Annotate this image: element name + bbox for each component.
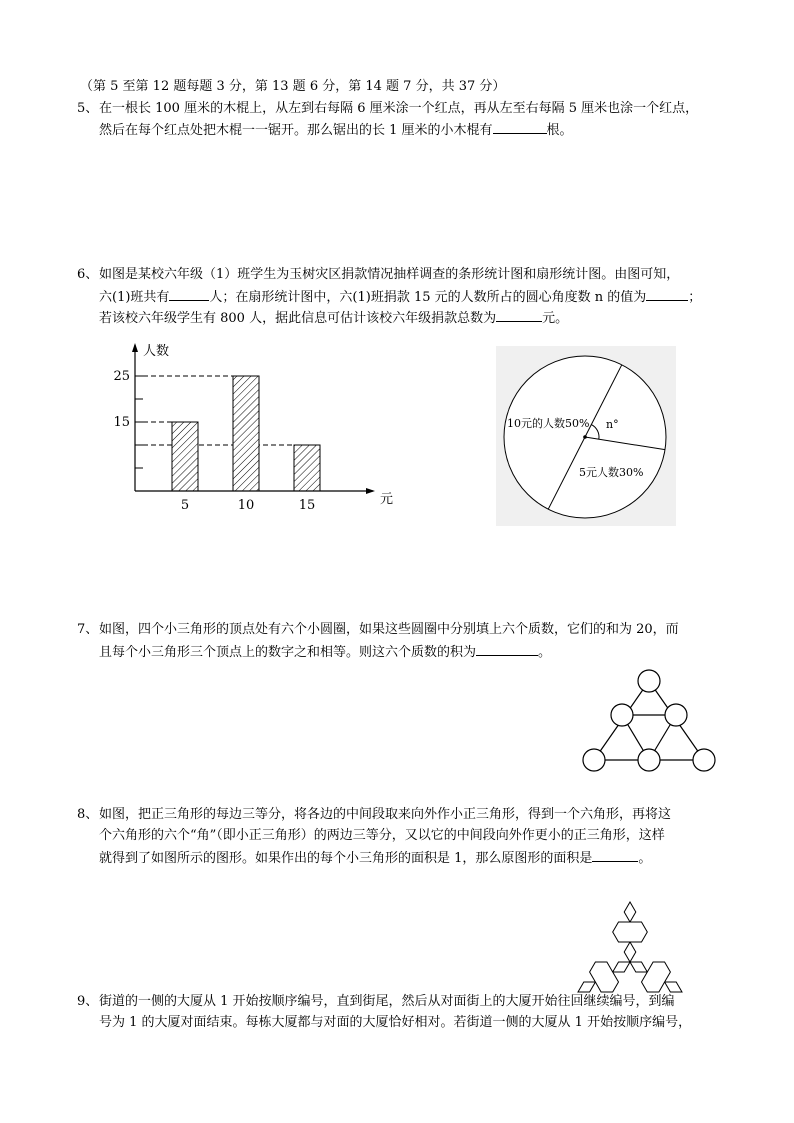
y-tick-label: 15	[113, 415, 130, 430]
pie-chart-panel	[496, 346, 676, 526]
question-6-number: 6、	[77, 267, 99, 282]
y-tick-label: 25	[113, 369, 130, 384]
question-9-line1: 街道的一侧的大厦从 1 开始按顺序编号，直到街尾，然后从对面街上的大厦开始往回继续编号，到编	[99, 994, 675, 1009]
question-9-number: 9、	[77, 994, 99, 1009]
answer-blank[interactable]	[646, 286, 688, 301]
question-6-line2	[99, 286, 701, 308]
x-axis-label: 元	[380, 492, 394, 507]
question-5-line1: 在一根长 100 厘米的木棍上，从左到右每隔 6 厘米涂一个红点，再从左至右每隔 5 厘米也涂一个红点，	[99, 101, 699, 116]
prime-circle	[583, 749, 605, 771]
bar-chart	[110, 340, 410, 520]
pie-label-10yuan: 10元的人数50%	[507, 417, 590, 430]
y-axis-label: 人数	[143, 344, 170, 359]
pie-center	[583, 435, 587, 439]
question-8-number: 8、	[77, 807, 99, 822]
prime-circle	[611, 704, 633, 726]
question-6-line2-text: 六(1)班共有	[99, 290, 170, 305]
question-8-line3-end: 。	[638, 851, 652, 866]
snowflake-outline	[578, 902, 682, 992]
question-7-line1: 如图，四个小三角形的顶点处有六个小圆圈，如果这些圆圈中分别填上六个质数，它们的和为 20，而	[99, 622, 679, 637]
x-tick-label: 10	[237, 498, 255, 513]
question-7-line2	[99, 641, 551, 663]
triangle-circles-figure	[578, 668, 720, 776]
question-6-line2-mid: 人；在扇形统计图中，六(1)班捐款 15 元的人数所占的圆心角度数 n 的值为	[209, 290, 647, 305]
question-9-line2: 号为 1 的大厦对面结束。每栋大厦都与对面的大厦恰好相对。若街道一侧的大厦从 1 开始按顺序编号，	[99, 1015, 692, 1030]
answer-blank[interactable]	[493, 119, 547, 134]
question-6-line3	[99, 307, 568, 329]
pie-label-5yuan: 5元人数30%	[579, 466, 644, 479]
bar-15	[294, 445, 320, 491]
question-6-line3-end: 元。	[542, 311, 569, 326]
bar-5	[172, 422, 198, 491]
pie-label-n: n°	[606, 418, 619, 431]
x-tick-label: 15	[298, 498, 316, 513]
x-axis-arrow	[366, 488, 375, 494]
y-axis-arrow	[132, 343, 138, 352]
bar-10	[233, 376, 259, 491]
prime-circle	[665, 704, 687, 726]
question-5-number: 5、	[77, 101, 99, 116]
question-8-line3-text: 就得到了如图所示的图形。如果作出的每个小三角形的面积是 1，那么原图形的面积是	[99, 851, 593, 866]
prime-circle	[638, 749, 660, 771]
question-7-number: 7、	[77, 622, 99, 637]
pie-chart	[496, 346, 676, 526]
section-header: （第 5 至第 12 题每题 3 分，第 13 题 6 分，第 14 题 7 分，共 37 分）	[80, 79, 506, 94]
question-5-line2	[99, 119, 573, 141]
answer-blank[interactable]	[169, 286, 209, 301]
question-6-line3-text: 若该校六年级学生有 800 人，据此信息可估计该校六年级捐款总数为	[99, 311, 497, 326]
question-7-line2-text: 且每个小三角形三个顶点上的数字之和相等。则这六个质数的积为	[99, 645, 477, 660]
question-7-line2-end: 。	[538, 645, 552, 660]
question-8-line3	[99, 847, 651, 869]
prime-circle	[638, 670, 660, 692]
question-6-line1: 如图是某校六年级（1）班学生为玉树灾区捐款情况抽样调查的条形统计图和扇形统计图。由图可知，	[99, 267, 680, 282]
question-6-line2-end: ；	[688, 290, 702, 305]
x-tick-label: 5	[180, 498, 190, 513]
question-5-line2-text: 然后在每个红点处把木棍一一锯开。那么锯出的长 1 厘米的小木棍有	[99, 123, 493, 138]
answer-blank[interactable]	[592, 847, 638, 862]
prime-circle	[693, 749, 715, 771]
answer-blank[interactable]	[496, 307, 542, 322]
question-8-line2: 个六角形的六个“角”（即小正三角形）的两边三等分，又以它的中间段向外作更小的正三角形，这样	[99, 828, 665, 843]
question-5-line2-end: 根。	[546, 123, 573, 138]
question-8-line1: 如图，把正三角形的每边三等分，将各边的中间段取来向外作小正三角形，得到一个六角形，再将这	[99, 807, 672, 822]
answer-blank[interactable]	[476, 641, 538, 656]
